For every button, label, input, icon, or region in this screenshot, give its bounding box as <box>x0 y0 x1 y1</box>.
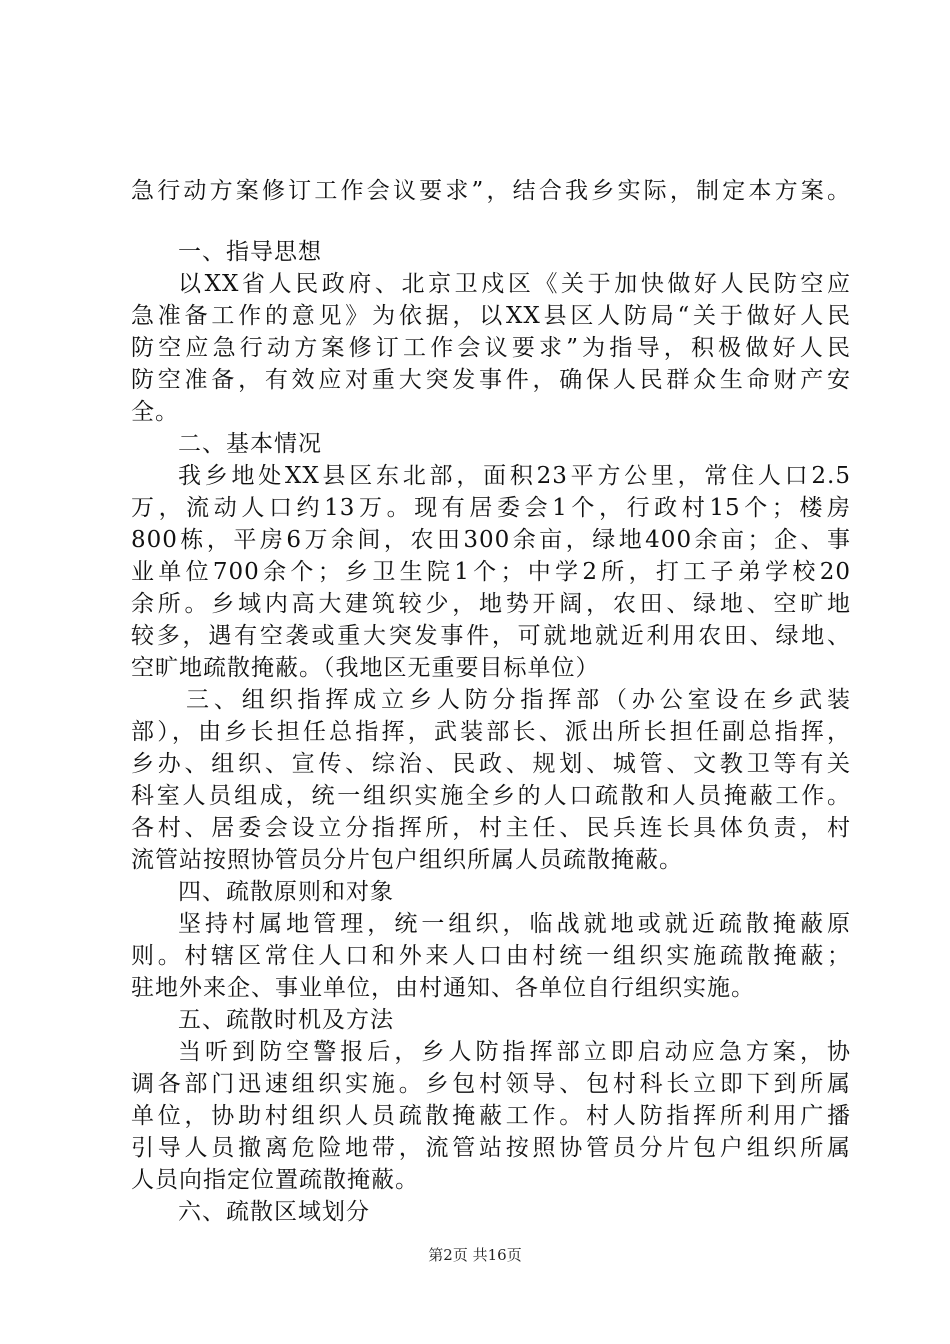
text-line: 引导人员撤离危险地带，流管站按照协管员分片包户组织所属 <box>131 1135 851 1161</box>
section-heading: 二、基本情况 <box>178 431 322 457</box>
text-line: 全。 <box>131 399 179 425</box>
text-line: 800栋，平房6万余间，农田300余亩，绿地400余亩；企、事 <box>131 527 851 553</box>
text-line: 万，流动人口约13万。现有居委会1个，行政村15个；楼房 <box>131 495 851 521</box>
text-line: 部），由乡长担任总指挥，武装部长、派出所长担任副总指挥， <box>131 719 851 745</box>
section-heading: 一、指导思想 <box>178 239 322 265</box>
page-footer: 第2页 共16页 <box>428 1246 522 1264</box>
text-line: 流管站按照协管员分片包户组织所属人员疏散掩蔽。 <box>131 847 683 873</box>
text-line: 调各部门迅速组织实施。乡包村领导、包村科长立即下到所属 <box>131 1071 851 1097</box>
text-line: 余所。乡域内高大建筑较少，地势开阔，农田、绿地、空旷地 <box>131 591 851 617</box>
text-line: 空旷地疏散掩蔽。（我地区无重要目标单位） <box>131 655 600 681</box>
text-line: 急行动方案修订工作会议要求”，结合我乡实际，制定本方案。 <box>131 178 851 204</box>
text-line: 人员向指定位置疏散掩蔽。 <box>131 1167 419 1193</box>
text-line: 业单位700余个；乡卫生院1个；中学2所，打工子弟学校20 <box>131 559 851 585</box>
text-line: 较多，遇有空袭或重大突发事件，可就地就近利用农田、绿地、 <box>131 623 851 649</box>
section-heading: 六、疏散区域划分 <box>178 1199 370 1225</box>
text-line: 坚持村属地管理，统一组织，临战就地或就近疏散掩蔽原 <box>178 911 851 937</box>
text-line: 我乡地处XX县区东北部，面积23平方公里，常住人口2.5 <box>178 463 851 489</box>
text-line: 当听到防空警报后，乡人防指挥部立即启动应急方案，协 <box>178 1039 851 1065</box>
section-heading: 五、疏散时机及方法 <box>178 1007 394 1033</box>
text-line: 则。村辖区常住人口和外来人口由村统一组织实施疏散掩蔽； <box>131 943 851 969</box>
text-line: 以XX省人民政府、北京卫戍区《关于加快做好人民防空应 <box>178 271 851 297</box>
section-heading: 三、组织指挥成立乡人防分指挥部（办公室设在乡武装 <box>186 687 851 713</box>
section-heading: 四、疏散原则和对象 <box>178 879 394 905</box>
text-line: 科室人员组成，统一组织实施全乡的人口疏散和人员掩蔽工作。 <box>131 783 851 809</box>
text-line: 急准备工作的意见》为依据，以XX县区人防局“关于做好人民 <box>131 303 851 329</box>
text-line: 乡办、组织、宣传、综治、民政、规划、城管、文教卫等有关 <box>131 751 851 777</box>
text-line: 驻地外来企、事业单位，由村通知、各单位自行组织实施。 <box>131 975 755 1001</box>
text-line: 单位，协助村组织人员疏散掩蔽工作。村人防指挥所利用广播 <box>131 1103 851 1129</box>
text-line: 防空应急行动方案修订工作会议要求”为指导，积极做好人民 <box>131 335 851 361</box>
text-line: 防空准备，有效应对重大突发事件，确保人民群众生命财产安 <box>131 367 851 393</box>
text-line: 各村、居委会设立分指挥所，村主任、民兵连长具体负责，村 <box>131 815 851 841</box>
